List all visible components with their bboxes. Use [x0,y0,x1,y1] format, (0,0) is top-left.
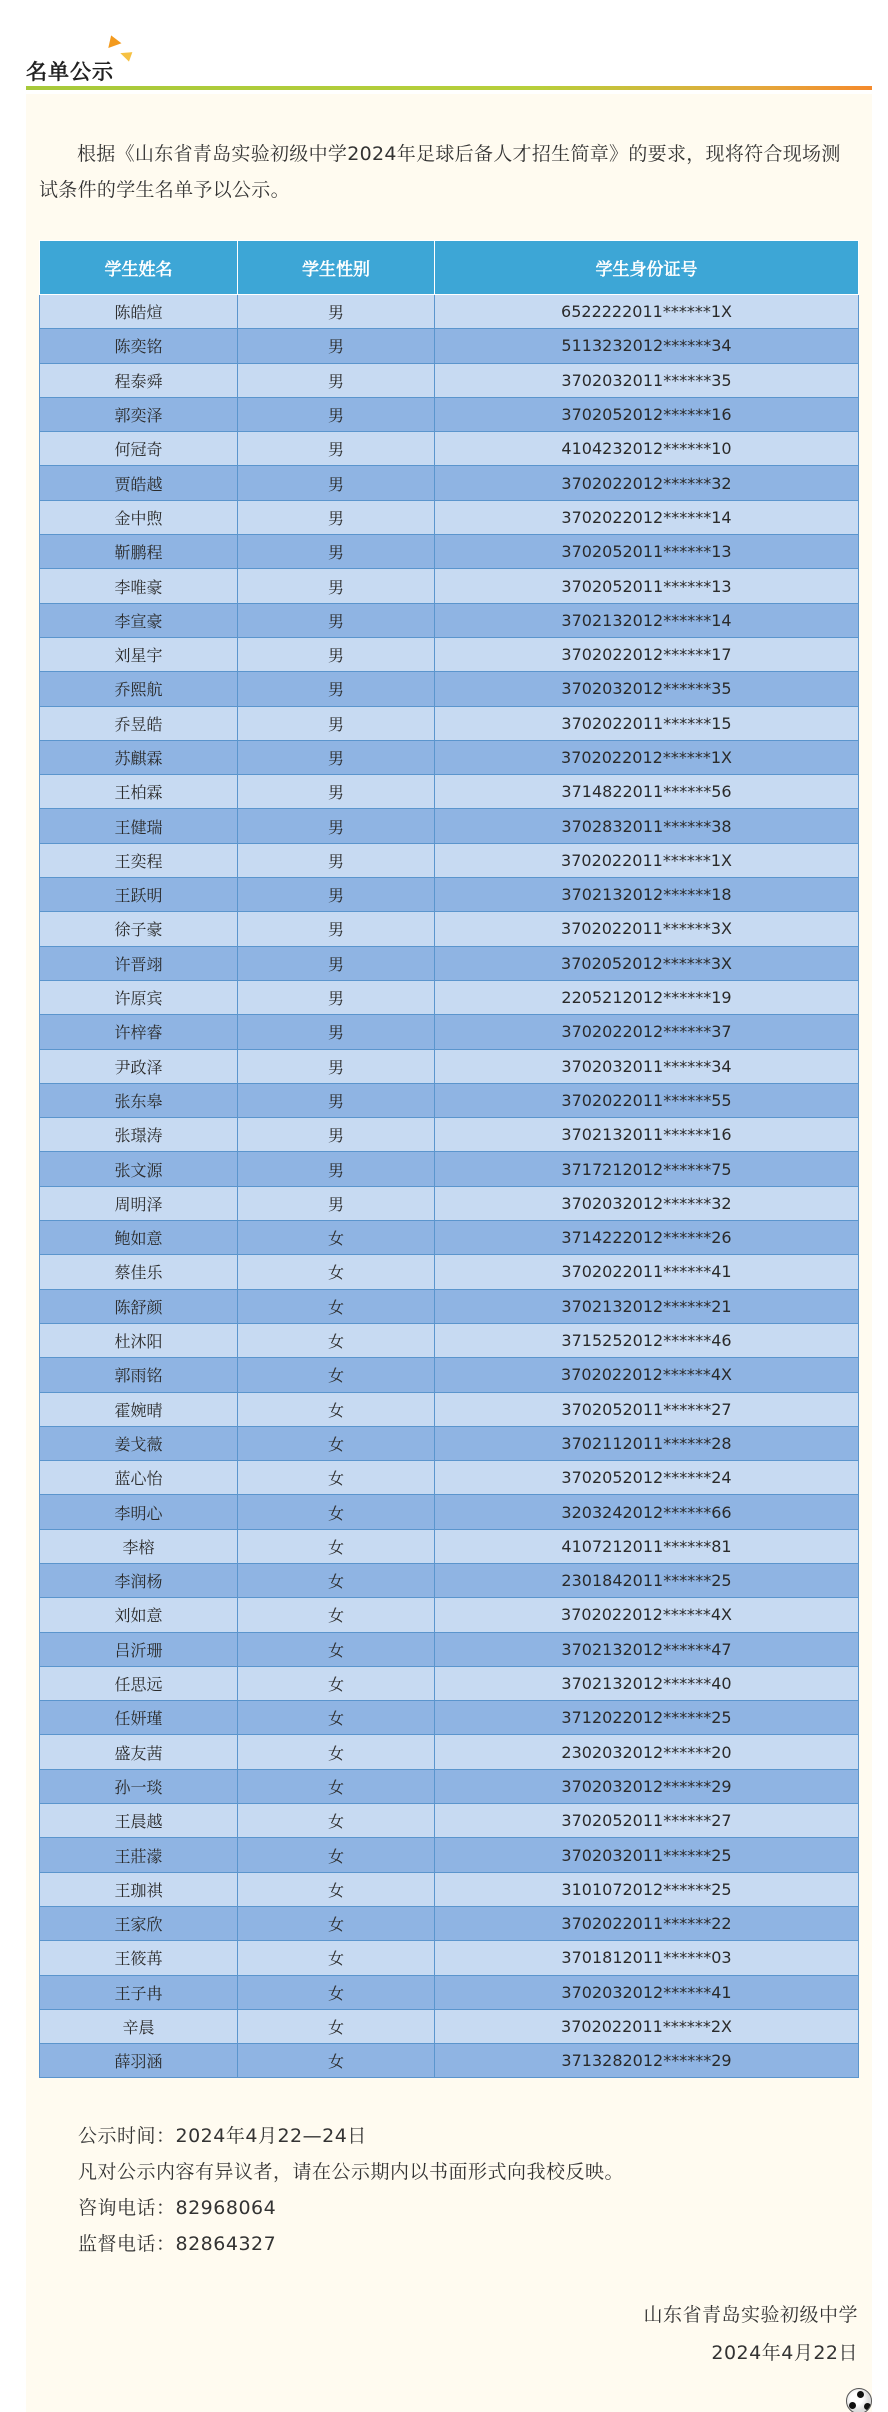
cell-name: 张璟涛 [40,1118,238,1152]
cell-gender: 女 [238,2009,435,2043]
cell-gender: 男 [238,466,435,500]
cell-id: 3101072012******25 [435,1872,859,1906]
cell-id: 2301842011******25 [435,1563,859,1597]
cell-gender: 女 [238,1255,435,1289]
cell-id: 3702032012******41 [435,1975,859,2009]
cell-id: 3702022011******3X [435,912,859,946]
cell-id: 3702112011******28 [435,1426,859,1460]
cell-gender: 男 [238,432,435,466]
cell-id: 3713282012******29 [435,2044,859,2078]
cell-id: 3702132012******21 [435,1289,859,1323]
table-row [40,363,859,397]
table-row [40,569,859,603]
cell-name: 刘如意 [40,1598,238,1632]
cell-id: 3203242012******66 [435,1495,859,1529]
cell-id: 3702022012******4X [435,1598,859,1632]
cell-gender: 男 [238,706,435,740]
section-title: 名单公示 [26,60,114,84]
cell-name: 李润杨 [40,1563,238,1597]
table-row [40,809,859,843]
supervise-phone: 监督电话：82864327 [78,2233,277,2255]
soccer-ball-icon [846,2388,872,2412]
cell-gender: 女 [238,1666,435,1700]
cell-id: 3702032012******35 [435,672,859,706]
table-row [40,1735,859,1769]
cell-name: 王子冉 [40,1975,238,2009]
table-row [40,1495,859,1529]
table-row [40,1152,859,1186]
cell-name: 杜沐阳 [40,1323,238,1357]
table-row [40,1632,859,1666]
table-row [40,1838,859,1872]
cell-name: 李榕 [40,1529,238,1563]
cell-id: 3702052011******27 [435,1804,859,1838]
table-row [40,775,859,809]
cell-name: 薛羽涵 [40,2044,238,2078]
cell-id: 3702022012******37 [435,1015,859,1049]
table-row [40,1118,859,1152]
cell-gender: 女 [238,1735,435,1769]
cell-gender: 女 [238,1358,435,1392]
header-divider [26,86,872,90]
cell-id: 3702052012******3X [435,946,859,980]
cell-id: 3702832011******38 [435,809,859,843]
cell-id: 3702132012******14 [435,603,859,637]
cell-gender: 女 [238,2044,435,2078]
cell-name: 郭雨铭 [40,1358,238,1392]
cell-name: 王晨越 [40,1804,238,1838]
table-row [40,1083,859,1117]
table-row [40,1701,859,1735]
cell-name: 王家欣 [40,1906,238,1940]
cell-gender: 女 [238,1323,435,1357]
cell-gender: 女 [238,1804,435,1838]
cell-gender: 男 [238,878,435,912]
table-row [40,672,859,706]
notice-objection: 凡对公示内容有异议者，请在公示期内以书面形式向我校反映。 [78,2161,625,2183]
table-row [40,329,859,363]
table-row [40,1221,859,1255]
cell-gender: 男 [238,295,435,329]
cell-gender: 女 [238,1632,435,1666]
cell-id: 2302032012******20 [435,1735,859,1769]
column-header-name: 学生姓名 [40,241,238,295]
table-row [40,466,859,500]
cell-name: 王奕程 [40,843,238,877]
cell-id: 3702052012******24 [435,1461,859,1495]
table-row [40,740,859,774]
cell-gender: 男 [238,1083,435,1117]
table-row [40,1392,859,1426]
cell-name: 郭奕泽 [40,397,238,431]
cell-id: 3702132012******40 [435,1666,859,1700]
table-row [40,1563,859,1597]
cell-id: 3702022011******15 [435,706,859,740]
cell-gender: 男 [238,672,435,706]
intro-paragraph: 根据《山东省青岛实验初级中学2024年足球后备人才招生简章》的要求，现将符合现场测试条件的学生名单予以公示。 [39,143,841,201]
cell-name: 贾皓越 [40,466,238,500]
cell-name: 程泰舜 [40,363,238,397]
cell-gender: 男 [238,912,435,946]
cell-id: 3702022012******17 [435,637,859,671]
cell-id: 5113232012******34 [435,329,859,363]
cell-gender: 男 [238,980,435,1014]
cell-gender: 男 [238,1152,435,1186]
cell-name: 张东皋 [40,1083,238,1117]
signature-date: 2024年4月22日 [711,2342,858,2364]
cell-name: 孙一琰 [40,1769,238,1803]
cell-gender: 男 [238,775,435,809]
cell-id: 3702032012******29 [435,1769,859,1803]
cell-name: 金中煦 [40,500,238,534]
cell-gender: 男 [238,603,435,637]
cell-gender: 女 [238,1221,435,1255]
cell-gender: 男 [238,843,435,877]
cell-name: 盛友茜 [40,1735,238,1769]
cell-gender: 女 [238,1838,435,1872]
student-list-table [39,240,859,2078]
cell-gender: 女 [238,1906,435,1940]
cell-name: 辛晨 [40,2009,238,2043]
consult-phone: 咨询电话：82968064 [78,2197,277,2219]
table-row [40,535,859,569]
cell-name: 张文源 [40,1152,238,1186]
cell-id: 3702052011******27 [435,1392,859,1426]
table-row [40,878,859,912]
table-row [40,295,859,329]
cell-id: 3702032011******34 [435,1049,859,1083]
cell-name: 李宣豪 [40,603,238,637]
table-row [40,637,859,671]
cell-gender: 女 [238,1495,435,1529]
cell-name: 王跃明 [40,878,238,912]
column-header-id: 学生身份证号 [435,241,859,295]
table-row [40,706,859,740]
cell-gender: 男 [238,740,435,774]
cell-gender: 男 [238,1118,435,1152]
cell-gender: 男 [238,809,435,843]
notice-time: 公示时间：2024年4月22—24日 [78,2125,367,2147]
table-row [40,1804,859,1838]
section-header [26,30,872,94]
cell-name: 苏麒霖 [40,740,238,774]
cell-id: 4107212011******81 [435,1529,859,1563]
notice-footer [78,2118,624,2262]
table-row [40,1426,859,1460]
cell-id: 3714222012******26 [435,1221,859,1255]
cell-gender: 女 [238,1975,435,2009]
cell-gender: 女 [238,1392,435,1426]
cell-name: 何冠奇 [40,432,238,466]
cell-gender: 女 [238,1289,435,1323]
cell-id: 2205212012******19 [435,980,859,1014]
cell-name: 王健瑞 [40,809,238,843]
cell-name: 陈皓煊 [40,295,238,329]
cell-id: 3702132012******18 [435,878,859,912]
table-row [40,1598,859,1632]
cell-id: 3702052012******16 [435,397,859,431]
table-row [40,912,859,946]
cell-name: 乔昱皓 [40,706,238,740]
cell-gender: 女 [238,1598,435,1632]
cell-gender: 女 [238,1941,435,1975]
cell-id: 3702052011******13 [435,569,859,603]
cell-id: 3702032011******35 [435,363,859,397]
table-row [40,980,859,1014]
cell-id: 3702022011******1X [435,843,859,877]
cell-id: 3702052011******13 [435,535,859,569]
cell-gender: 男 [238,569,435,603]
cell-gender: 男 [238,329,435,363]
cell-id: 3702032011******25 [435,1838,859,1872]
cell-name: 鲍如意 [40,1221,238,1255]
decoration-triangle-icon [105,33,122,48]
cell-gender: 男 [238,637,435,671]
cell-id: 3702022012******4X [435,1358,859,1392]
cell-id: 3702022011******22 [435,1906,859,1940]
cell-id: 3702022012******1X [435,740,859,774]
cell-id: 3714822011******56 [435,775,859,809]
table-row [40,1769,859,1803]
cell-id: 3702022011******55 [435,1083,859,1117]
table-row [40,1461,859,1495]
table-row [40,1323,859,1357]
cell-gender: 男 [238,946,435,980]
cell-gender: 男 [238,1049,435,1083]
cell-name: 蓝心怡 [40,1461,238,1495]
table-row [40,397,859,431]
table-row [40,1049,859,1083]
cell-gender: 女 [238,1529,435,1563]
cell-id: 3702022012******14 [435,500,859,534]
cell-gender: 女 [238,1563,435,1597]
table-row [40,1255,859,1289]
table-row [40,432,859,466]
cell-gender: 男 [238,1015,435,1049]
decoration-triangle-icon [119,48,133,61]
cell-id: 3712022012******25 [435,1701,859,1735]
cell-name: 李明心 [40,1495,238,1529]
cell-gender: 女 [238,1872,435,1906]
cell-id: 3702132012******47 [435,1632,859,1666]
table-row [40,1015,859,1049]
cell-id: 3715252012******46 [435,1323,859,1357]
table-row [40,843,859,877]
cell-gender: 男 [238,363,435,397]
cell-id: 3702022011******41 [435,1255,859,1289]
cell-name: 周明泽 [40,1186,238,1220]
table-row [40,1906,859,1940]
cell-gender: 女 [238,1769,435,1803]
cell-name: 许晋翊 [40,946,238,980]
table-row [40,946,859,980]
cell-id: 4104232012******10 [435,432,859,466]
cell-id: 3701812011******03 [435,1941,859,1975]
cell-name: 陈奕铭 [40,329,238,363]
cell-gender: 女 [238,1426,435,1460]
cell-name: 姜戈薇 [40,1426,238,1460]
table-row [40,1872,859,1906]
cell-name: 乔熙航 [40,672,238,706]
cell-gender: 女 [238,1461,435,1495]
table-row [40,1529,859,1563]
cell-name: 王珈祺 [40,1872,238,1906]
cell-name: 许原宾 [40,980,238,1014]
cell-name: 靳鹏程 [40,535,238,569]
cell-name: 任思远 [40,1666,238,1700]
table-row [40,1186,859,1220]
column-header-gender: 学生性别 [238,241,435,295]
cell-name: 李唯豪 [40,569,238,603]
table-row [40,1666,859,1700]
cell-name: 徐子豪 [40,912,238,946]
cell-gender: 男 [238,535,435,569]
cell-id: 3717212012******75 [435,1152,859,1186]
cell-id: 3702022012******32 [435,466,859,500]
cell-gender: 男 [238,397,435,431]
cell-gender: 男 [238,500,435,534]
cell-name: 王柏霖 [40,775,238,809]
cell-name: 王筱苒 [40,1941,238,1975]
table-row [40,2009,859,2043]
cell-id: 6522222011******1X [435,295,859,329]
cell-gender: 女 [238,1701,435,1735]
cell-gender: 男 [238,1186,435,1220]
cell-name: 陈舒颜 [40,1289,238,1323]
cell-name: 刘星宇 [40,637,238,671]
signature [643,2296,858,2372]
table-row [40,500,859,534]
cell-name: 霍婉晴 [40,1392,238,1426]
cell-id: 3702022011******2X [435,2009,859,2043]
signature-org: 山东省青岛实验初级中学 [643,2304,858,2326]
table-row [40,1358,859,1392]
table-row [40,2044,859,2078]
cell-name: 许梓睿 [40,1015,238,1049]
cell-name: 王莊濛 [40,1838,238,1872]
table-row [40,1975,859,2009]
cell-id: 3702032012******32 [435,1186,859,1220]
cell-name: 蔡佳乐 [40,1255,238,1289]
cell-name: 吕沂珊 [40,1632,238,1666]
cell-id: 3702132011******16 [435,1118,859,1152]
cell-name: 任妍瑾 [40,1701,238,1735]
table-row [40,1941,859,1975]
table-header-row [40,241,859,295]
table-row [40,603,859,637]
table-row [40,1289,859,1323]
cell-name: 尹政泽 [40,1049,238,1083]
